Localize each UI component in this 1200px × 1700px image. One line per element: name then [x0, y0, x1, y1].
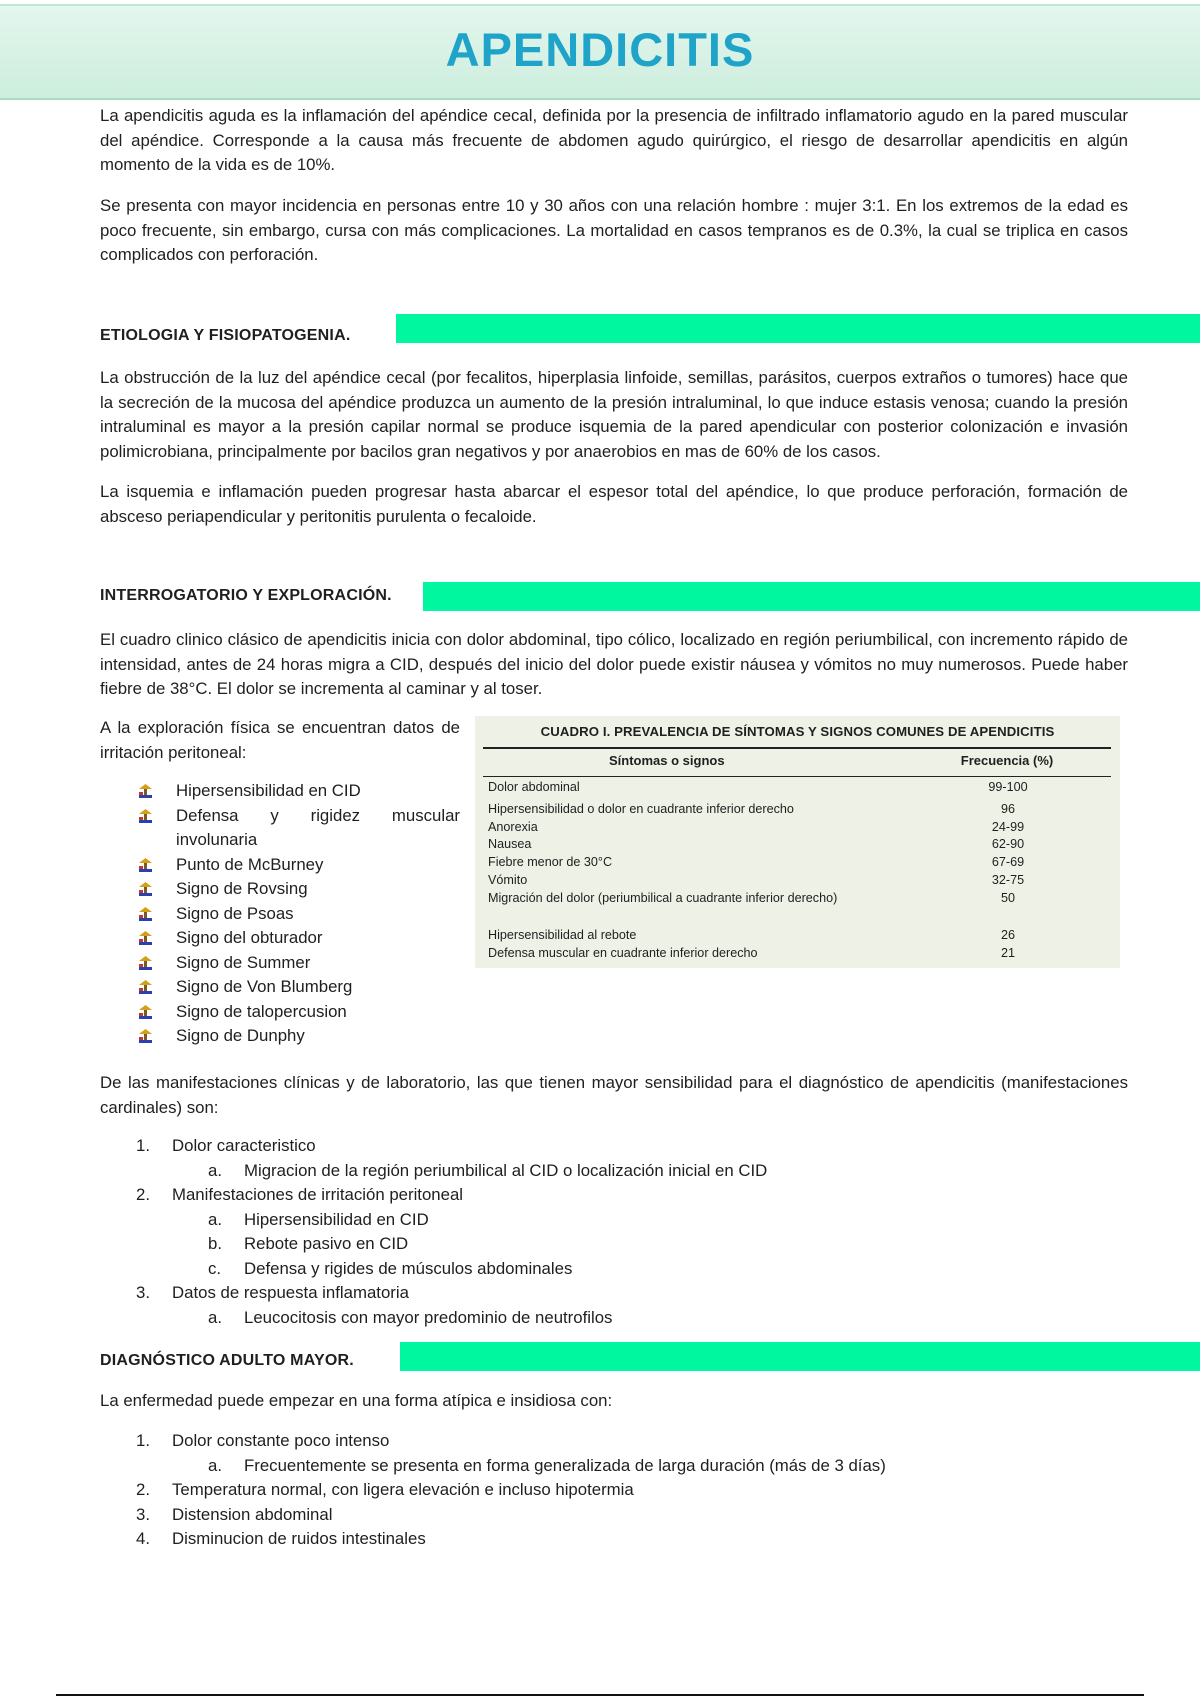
list-item — [100, 1527, 1128, 1552]
heading-bar — [423, 582, 1200, 611]
list-number: 4. — [136, 1529, 150, 1548]
sub-list-letter: c. — [208, 1258, 222, 1278]
signo-item — [100, 877, 460, 902]
signo-label: Signo de Dunphy — [176, 1026, 305, 1045]
arrow-bullet-icon — [138, 980, 153, 995]
section-heading-etiologia: ETIOLOGIA Y FISIOPATOGENIA. — [100, 327, 351, 344]
signo-label: Signo del obturador — [176, 928, 323, 947]
table-cell-signo: Defensa muscular en cuadrante inferior derecho — [488, 946, 758, 960]
heading-bar — [396, 314, 1200, 343]
table-rule — [483, 776, 1111, 777]
list-item — [100, 1134, 1128, 1159]
sub-list-text: Rebote pasivo en CID — [244, 1234, 409, 1253]
list-number: 2. — [136, 1185, 150, 1204]
list-number: 1. — [136, 1136, 150, 1155]
sub-list-letter: a. — [208, 1209, 222, 1229]
exploracion-column — [100, 716, 460, 1049]
signo-item — [100, 1024, 460, 1049]
table-cell-signo: Nausea — [488, 837, 532, 851]
signo-item — [100, 1000, 460, 1025]
signo-item — [100, 951, 460, 976]
sub-list-text: Migracion de la región periumbilical al CID o localización inicial en CID — [244, 1160, 768, 1180]
signo-label: Signo de Psoas — [176, 903, 294, 923]
list-text: Datos de respuesta inflamatoria — [172, 1283, 409, 1302]
etiologia-paragraph-1: La obstrucción de la luz del apéndice cecal (por fecalitos, hiperplasia linfoide, semillas, parásitos, cuerpos extraños o tumores) hace que la secreción de la mucosa del apéndice produzca un aumento de la presión intraluminal, lo que induce estasis venosa; cuando la presión intraluminal es mayor a la presión capilar normal se produce isquemia de la pared apendicular con posterior colonización e invasión polimicrobiana, principalmente por bacilos gran negativos y por anaerobios en mas de 60% de los casos. — [100, 368, 1128, 461]
table-cell-frecuencia: 21 — [1000, 946, 1015, 960]
table-cell-signo: Dolor abdominal — [488, 780, 580, 794]
cardinales-intro: De las manifestaciones clínicas y de laboratorio, las que tienen mayor sensibilidad para el diagnóstico de apendicitis (manifestaciones cardinales) son: — [100, 1073, 1128, 1117]
sub-list-item — [100, 1306, 1128, 1331]
list-text: Temperatura normal, con ligera elevación e incluso hipotermia — [172, 1480, 634, 1499]
sub-list-text: Defensa y rigides de músculos abdominales — [244, 1258, 573, 1278]
signo-item — [100, 902, 460, 927]
table-cell-signo: Hipersensibilidad o dolor en cuadrante inferior derecho — [488, 802, 794, 816]
list-number: 1. — [136, 1431, 150, 1450]
table-cell-signo: Vómito — [488, 873, 528, 887]
table-cell-frecuencia: 32-75 — [991, 873, 1025, 887]
table-title: CUADRO I. PREVALENCIA DE SÍNTOMAS Y SIGNOS COMUNES DE APENDICITIS — [540, 724, 1055, 739]
table-cell-frecuencia: 24-99 — [991, 820, 1025, 834]
list-number: 2. — [136, 1480, 150, 1499]
signo-label: Signo de talopercusion — [176, 1001, 347, 1021]
table-cell-frecuencia: 67-69 — [991, 855, 1025, 869]
prevalence-table — [475, 716, 1120, 968]
table-cell-signo: Migración del dolor (periumbilical a cuadrante inferior derecho) — [488, 891, 838, 905]
sub-list-text: Frecuentemente se presenta en forma generalizada de larga duración (más de 3 días) — [244, 1455, 886, 1475]
signo-label: Defensa y rigidez muscular involunaria — [176, 805, 460, 849]
column-header-signos: Síntomas o signos — [609, 753, 725, 768]
arrow-bullet-icon — [138, 784, 153, 799]
sub-list-item — [100, 1159, 1128, 1184]
sub-list-item — [100, 1257, 1128, 1282]
adulto-mayor-intro: La enfermedad puede empezar en una forma atípica e insidiosa con: — [100, 1391, 613, 1410]
list-text: Dolor constante poco intenso — [172, 1431, 390, 1450]
signo-item — [100, 779, 460, 804]
list-item — [100, 1429, 1128, 1454]
signo-label: Signo de Summer — [176, 952, 311, 972]
table-cell-frecuencia: 26 — [1000, 928, 1015, 942]
signo-item — [100, 926, 460, 951]
page-title: APENDICITIS — [445, 23, 755, 76]
sub-list-item — [100, 1454, 1128, 1479]
arrow-bullet-icon — [138, 882, 153, 897]
footer-rule — [56, 1694, 1144, 1696]
signo-label: Signo de Rovsing — [176, 879, 308, 898]
list-item — [100, 1478, 1128, 1503]
arrow-bullet-icon — [138, 1029, 153, 1044]
list-text: Distension abdominal — [172, 1504, 333, 1524]
arrow-bullet-icon — [138, 1005, 153, 1020]
arrow-bullet-icon — [138, 809, 153, 824]
list-item — [100, 1281, 1128, 1306]
title-banner — [0, 4, 1200, 100]
sub-list-text: Leucocitosis con mayor predominio de neutrofilos — [244, 1307, 613, 1327]
sub-list-letter: a. — [208, 1160, 222, 1180]
table-cell-frecuencia: 96 — [1000, 802, 1015, 816]
list-text: Disminucion de ruidos intestinales — [172, 1529, 426, 1548]
sub-list-letter: a. — [208, 1307, 222, 1327]
signo-item — [100, 804, 460, 853]
sub-list-text: Hipersensibilidad en CID — [244, 1209, 429, 1229]
column-header-frecuencia: Frecuencia (%) — [960, 753, 1054, 768]
section-heading-interrogatorio: INTERROGATORIO Y EXPLORACIÓN. — [100, 587, 392, 604]
intro-paragraph-2: Se presenta con mayor incidencia en personas entre 10 y 30 años con una relación hombre : mujer 3:1. En los extremos de la edad es poco frecuente, sin embargo, cursa con más complicaciones. La mortalidad en casos tempranos es de 0.3%, la cual se triplica en casos complicados con perforación. — [100, 196, 1128, 264]
table-cell-frecuencia: 99-100 — [988, 780, 1028, 794]
table-rule — [483, 747, 1111, 749]
arrow-bullet-icon — [138, 931, 153, 946]
cardinales-list — [100, 1134, 1128, 1330]
heading-bar — [400, 1342, 1200, 1371]
arrow-bullet-icon — [138, 858, 153, 873]
signos-list — [100, 779, 460, 1049]
sub-list-letter: b. — [208, 1234, 222, 1253]
table-cell-signo: Anorexia — [488, 820, 538, 834]
list-number: 3. — [136, 1283, 150, 1302]
list-item — [100, 1503, 1128, 1528]
sub-list-letter: a. — [208, 1455, 222, 1475]
table-cell-signo: Hipersensibilidad al rebote — [488, 928, 637, 942]
interrogatorio-paragraph: El cuadro clinico clásico de apendicitis inicia con dolor abdominal, tipo cólico, localizado en región periumbilical, con incremento rápido de intensidad, antes de 24 horas migra a CID, después del inicio del dolor puede existir náusea y vómitos no muy numerosos. Puede haber fiebre de 38°C. El dolor se incrementa al caminar y al toser. — [100, 630, 1128, 698]
exploracion-intro: A la exploración física se encuentran datos de irritación peritoneal: — [100, 718, 460, 762]
list-text: Manifestaciones de irritación peritoneal — [172, 1185, 464, 1204]
signo-label: Hipersensibilidad en CID — [176, 781, 361, 800]
signo-label: Signo de Von Blumberg — [176, 977, 353, 996]
signo-label: Punto de McBurney — [176, 854, 324, 874]
table-cell-frecuencia: 62-90 — [991, 837, 1025, 851]
arrow-bullet-icon — [138, 907, 153, 922]
etiologia-paragraph-2: La isquemia e inflamación pueden progresar hasta abarcar el espesor total del apéndice, lo que produce perforación, formación de absceso periapendicular y peritonitis purulenta o fecaloide. — [100, 482, 1128, 526]
signo-item — [100, 853, 460, 878]
sub-list-item — [100, 1232, 1128, 1257]
sub-list-item — [100, 1208, 1128, 1233]
signo-item — [100, 975, 460, 1000]
adulto-mayor-list — [100, 1429, 1128, 1552]
list-item — [100, 1183, 1128, 1208]
table-cell-frecuencia: 50 — [1000, 891, 1015, 905]
list-number: 3. — [136, 1504, 150, 1524]
intro-paragraph-1: La apendicitis aguda es la inflamación del apéndice cecal, definida por la presencia de infiltrado inflamatorio agudo en la pared muscular del apéndice. Corresponde a la causa más frecuente de abdomen agudo quirúrgico, el riesgo de desarrollar apendicitis en algún momento de la vida es de 10%. — [100, 106, 1128, 174]
section-heading-adulto-mayor: DIAGNÓSTICO ADULTO MAYOR. — [100, 1352, 354, 1369]
table-cell-signo: Fiebre menor de 30°C — [488, 855, 613, 869]
arrow-bullet-icon — [138, 956, 153, 971]
list-text: Dolor caracteristico — [172, 1136, 316, 1155]
